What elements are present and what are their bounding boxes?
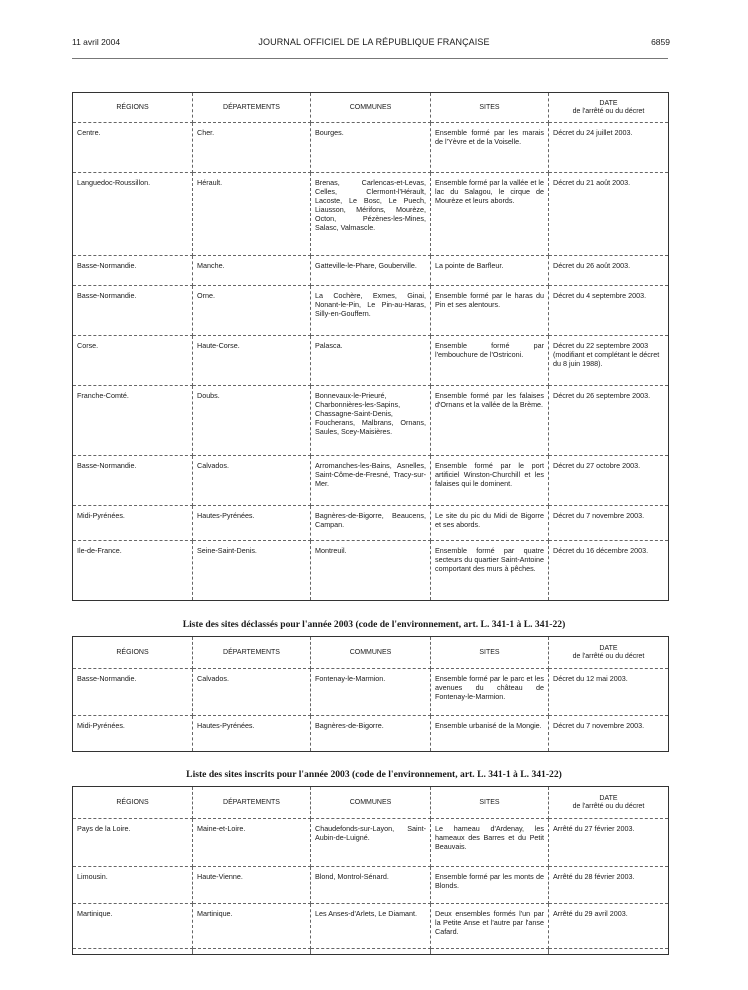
cell-departement: Martinique. (193, 904, 311, 949)
col-header-sites: SITES (431, 93, 549, 123)
cell-sites: Ensemble urbanisé de la Mongie. (431, 716, 549, 752)
cell-region: Basse-Normandie. (73, 286, 193, 336)
cell-sites: Ensemble formé par le port artificiel Winston-Churchill et les falaises qui le dominent. (431, 456, 549, 506)
cell-communes: Brenas, Carlencas-et-Levas, Celles, Clermont-l'Hérault, Lacoste, Le Bosc, Le Puech, Liausson, Mérifons, Mourèze, Octon, Pézènes-les-Mines, Salasc, Valmascle. (311, 173, 431, 256)
col-header-departements: DÉPARTEMENTS (193, 787, 311, 819)
cell-sites: La pointe de Barfleur. (431, 256, 549, 286)
table-row (73, 541, 669, 601)
cell-date: Décret du 16 décembre 2003. (549, 541, 669, 601)
page-number: 6859 (651, 37, 670, 47)
cell-region: Pays de la Loire. (73, 819, 193, 867)
cell-region: Languedoc-Roussillon. (73, 173, 193, 256)
cell-sites: Ensemble formé par la vallée et le lac du Salagou, le cirque de Mourèze et leurs abords. (431, 173, 549, 256)
col-header-date (549, 787, 669, 819)
col-header-date-sub: de l'arrêté ou du décret (572, 652, 645, 660)
cell-departement: Manche. (193, 256, 311, 286)
cell-region: Martinique. (73, 904, 193, 949)
cell-communes: Blond, Montrol-Sénard. (311, 867, 431, 904)
cell-region: Limousin. (73, 867, 193, 904)
table-row (73, 336, 669, 386)
cell-region: Ile-de-France. (73, 541, 193, 601)
cell-region: Corse. (73, 336, 193, 386)
cell-departement: Seine-Saint-Denis. (193, 541, 311, 601)
cell-departement: Hérault. (193, 173, 311, 256)
cell-communes: Bourges. (311, 123, 431, 173)
cell-date: Décret du 24 juillet 2003. (549, 123, 669, 173)
cell-region: Centre. (73, 123, 193, 173)
cell-departement: Haute-Vienne. (193, 867, 311, 904)
cell-date: Décret du 22 septembre 2003 (modifiant et complétant le décret du 8 juin 1988). (549, 336, 669, 386)
table-header-row (73, 637, 669, 669)
cell-communes: La Cochère, Exmes, Ginai, Nonant-le-Pin, Le Pin-au-Haras, Silly-en-Gouffern. (311, 286, 431, 336)
cell-empty (431, 949, 549, 955)
cell-empty (549, 949, 669, 955)
cell-communes: Bagnères-de-Bigorre, Beaucens, Campan. (311, 506, 431, 541)
table-row (73, 506, 669, 541)
cell-communes: Gatteville-le-Phare, Gouberville. (311, 256, 431, 286)
col-header-date (549, 637, 669, 669)
col-header-date (549, 93, 669, 123)
cell-departement: Doubs. (193, 386, 311, 456)
cell-communes: Palasca. (311, 336, 431, 386)
cell-departement: Calvados. (193, 669, 311, 716)
cell-region: Franche-Comté. (73, 386, 193, 456)
header-rule (72, 58, 668, 59)
table-row-continued (73, 949, 669, 955)
cell-region: Basse-Normandie. (73, 256, 193, 286)
cell-departement: Maine-et-Loire. (193, 819, 311, 867)
col-header-communes: COMMUNES (311, 787, 431, 819)
table-row (73, 123, 669, 173)
cell-communes: Arromanches-les-Bains, Asnelles, Saint-Côme-de-Fresné, Tracy-sur-Mer. (311, 456, 431, 506)
cell-sites: Ensemble formé par quatre secteurs du quartier Saint-Antoine comportant des murs à pêches. (431, 541, 549, 601)
cell-communes: Bonnevaux-le-Prieuré, Charbonnières-les-Sapins, Chassagne-Saint-Denis, Foucherans, Malbrans, Ornans, Saules, Scey-Maisières. (311, 386, 431, 456)
cell-date: Arrêté du 28 février 2003. (549, 867, 669, 904)
cell-date: Arrêté du 27 février 2003. (549, 819, 669, 867)
cell-departement: Haute-Corse. (193, 336, 311, 386)
col-header-date-sub: de l'arrêté ou du décret (572, 107, 645, 115)
cell-departement: Hautes-Pyrénées. (193, 716, 311, 752)
cell-sites: Ensemble formé par l'embouchure de l'Ostriconi. (431, 336, 549, 386)
table-row (73, 386, 669, 456)
col-header-communes: COMMUNES (311, 637, 431, 669)
table-row (73, 456, 669, 506)
table-header-row (73, 787, 669, 819)
col-header-date-title: DATE (599, 644, 618, 652)
col-header-regions: RÉGIONS (73, 787, 193, 819)
cell-departement: Orne. (193, 286, 311, 336)
cell-region: Basse-Normandie. (73, 669, 193, 716)
sites-classes-table (72, 92, 669, 601)
cell-sites: Le site du pic du Midi de Bigorre et ses abords. (431, 506, 549, 541)
cell-date: Décret du 27 octobre 2003. (549, 456, 669, 506)
journal-title: JOURNAL OFFICIEL DE LA RÉPUBLIQUE FRANÇAISE (258, 37, 490, 47)
cell-empty (73, 949, 193, 955)
cell-communes: Montreuil. (311, 541, 431, 601)
col-header-communes: COMMUNES (311, 93, 431, 123)
col-header-sites: SITES (431, 637, 549, 669)
col-header-regions: RÉGIONS (73, 637, 193, 669)
cell-date: Décret du 4 septembre 2003. (549, 286, 669, 336)
cell-date: Décret du 26 août 2003. (549, 256, 669, 286)
section-caption-declasses: Liste des sites déclassés pour l'année 2003 (code de l'environnement, art. L. 341-1 à L. 341-22) (182, 619, 566, 630)
col-header-departements: DÉPARTEMENTS (193, 93, 311, 123)
table-row (73, 904, 669, 949)
table-row (73, 173, 669, 256)
cell-empty (311, 949, 431, 955)
table-row (73, 256, 669, 286)
cell-sites: Deux ensembles formés l'un par la Petite Anse et l'autre par l'anse Cafard. (431, 904, 549, 949)
cell-sites: Ensemble formé par les falaises d'Ornans et la vallée de la Brème. (431, 386, 549, 456)
cell-departement: Calvados. (193, 456, 311, 506)
col-header-sites: SITES (431, 787, 549, 819)
col-header-regions: RÉGIONS (73, 93, 193, 123)
cell-communes: Bagnères-de-Bigorre. (311, 716, 431, 752)
cell-region: Midi-Pyrénées. (73, 716, 193, 752)
cell-sites: Ensemble formé par le parc et les avenues du château de Fontenay-le-Marmion. (431, 669, 549, 716)
table-header-row (73, 93, 669, 123)
cell-sites: Ensemble formé par les monts de Blonds. (431, 867, 549, 904)
cell-date: Décret du 7 novembre 2003. (549, 506, 669, 541)
cell-departement: Cher. (193, 123, 311, 173)
section-caption-inscrits: Liste des sites inscrits pour l'année 2003 (code de l'environnement, art. L. 341-1 à L. 341-22) (186, 769, 562, 780)
table-row (73, 867, 669, 904)
cell-communes: Les Anses-d'Arlets, Le Diamant. (311, 904, 431, 949)
sites-inscrits-table (72, 786, 669, 955)
cell-sites: Ensemble formé par le haras du Pin et ses alentours. (431, 286, 549, 336)
cell-departement: Hautes-Pyrénées. (193, 506, 311, 541)
cell-empty (193, 949, 311, 955)
cell-sites: Le hameau d'Ardenay, les hameaux des Barres et du Petit Beauvais. (431, 819, 549, 867)
table-row (73, 286, 669, 336)
table-row (73, 819, 669, 867)
cell-date: Décret du 7 novembre 2003. (549, 716, 669, 752)
cell-region: Basse-Normandie. (73, 456, 193, 506)
cell-sites: Ensemble formé par les marais de l'Yèvre et de la Voiselle. (431, 123, 549, 173)
cell-date: Décret du 21 août 2003. (549, 173, 669, 256)
col-header-date-title: DATE (599, 99, 618, 107)
cell-date: Décret du 12 mai 2003. (549, 669, 669, 716)
table-row (73, 669, 669, 716)
col-header-date-title: DATE (599, 794, 618, 802)
cell-communes: Chaudefonds-sur-Layon, Saint-Aubin-de-Luigné. (311, 819, 431, 867)
cell-date: Arrêté du 29 avril 2003. (549, 904, 669, 949)
cell-date: Décret du 26 septembre 2003. (549, 386, 669, 456)
page-date: 11 avril 2004 (72, 37, 121, 47)
cell-region: Midi-Pyrénées. (73, 506, 193, 541)
col-header-date-sub: de l'arrêté ou du décret (572, 802, 645, 810)
table-row (73, 716, 669, 752)
cell-communes: Fontenay-le-Marmion. (311, 669, 431, 716)
sites-declasses-table (72, 636, 669, 752)
col-header-departements: DÉPARTEMENTS (193, 637, 311, 669)
